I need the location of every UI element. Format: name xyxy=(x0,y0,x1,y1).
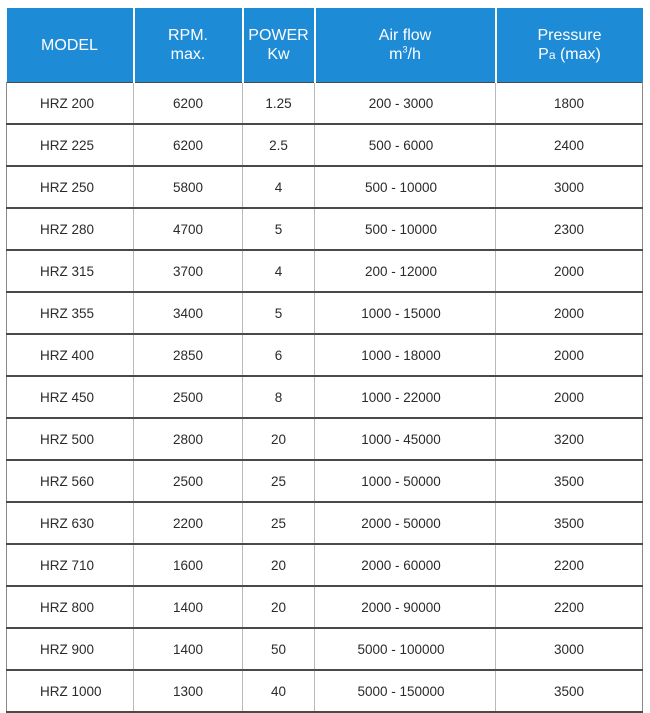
header-model xyxy=(7,8,134,83)
pressure-unit-a: a xyxy=(548,47,556,62)
header-airflow xyxy=(315,8,496,83)
cell-airflow: 2000 - 60000 xyxy=(315,544,496,586)
cell-pressure: 3200 xyxy=(496,418,643,460)
cell-rpm: 2500 xyxy=(134,376,243,418)
header-rpm-line1: RPM. xyxy=(168,27,208,44)
table-row xyxy=(7,628,643,670)
header-airflow-unit xyxy=(316,45,495,64)
cell-airflow: 500 - 6000 xyxy=(315,124,496,166)
cell-rpm: 4700 xyxy=(134,208,243,250)
pressure-unit-max: (max) xyxy=(555,45,601,63)
header-pressure-unit xyxy=(497,45,643,65)
cell-power: 20 xyxy=(243,544,315,586)
cell-power: 2.5 xyxy=(243,124,315,166)
airflow-unit-m: m xyxy=(389,46,403,63)
fan-spec-table xyxy=(6,8,643,713)
cell-rpm: 1400 xyxy=(134,628,243,670)
header-pressure-line1: Pressure xyxy=(537,26,602,44)
table-row xyxy=(7,292,643,334)
header-power xyxy=(243,8,315,83)
table-row xyxy=(7,586,643,628)
cell-airflow: 200 - 12000 xyxy=(315,250,496,292)
cell-airflow: 5000 - 150000 xyxy=(315,670,496,712)
airflow-unit-per-hour: /h xyxy=(407,46,421,63)
cell-model: HRZ 500 xyxy=(7,418,134,460)
cell-airflow: 500 - 10000 xyxy=(315,208,496,250)
table-row xyxy=(7,418,643,460)
cell-model: HRZ 355 xyxy=(7,292,134,334)
cell-power: 4 xyxy=(243,250,315,292)
cell-power: 8 xyxy=(243,376,315,418)
cell-model: HRZ 710 xyxy=(7,544,134,586)
cell-airflow: 1000 - 50000 xyxy=(315,460,496,502)
cell-pressure: 2000 xyxy=(496,250,643,292)
airflow-unit-exponent: 3 xyxy=(402,44,408,55)
table-row xyxy=(7,544,643,586)
cell-pressure: 2000 xyxy=(496,376,643,418)
cell-power: 20 xyxy=(243,418,315,460)
table-header xyxy=(7,8,643,83)
header-power-line2: Kw xyxy=(267,46,290,63)
cell-pressure: 3000 xyxy=(496,166,643,208)
cell-rpm: 1300 xyxy=(134,670,243,712)
cell-pressure: 2000 xyxy=(496,334,643,376)
table-row xyxy=(7,208,643,250)
cell-pressure: 2400 xyxy=(496,124,643,166)
table-row xyxy=(7,124,643,166)
cell-rpm: 2800 xyxy=(134,418,243,460)
cell-power: 5 xyxy=(243,208,315,250)
cell-rpm: 2500 xyxy=(134,460,243,502)
cell-airflow: 5000 - 100000 xyxy=(315,628,496,670)
table-row xyxy=(7,670,643,712)
cell-model: HRZ 450 xyxy=(7,376,134,418)
cell-rpm: 1400 xyxy=(134,586,243,628)
cell-rpm: 2200 xyxy=(134,502,243,544)
cell-model: HRZ 800 xyxy=(7,586,134,628)
table-row xyxy=(7,460,643,502)
header-rpm-line2: max. xyxy=(170,46,206,63)
table-body xyxy=(7,83,643,713)
cell-pressure: 2200 xyxy=(496,586,643,628)
table-row xyxy=(7,83,643,125)
cell-pressure: 1800 xyxy=(496,83,643,125)
cell-rpm: 3700 xyxy=(134,250,243,292)
cell-power: 5 xyxy=(243,292,315,334)
cell-power: 25 xyxy=(243,460,315,502)
cell-airflow: 1000 - 45000 xyxy=(315,418,496,460)
cell-airflow: 500 - 10000 xyxy=(315,166,496,208)
cell-pressure: 2300 xyxy=(496,208,643,250)
cell-power: 4 xyxy=(243,166,315,208)
cell-airflow: 1000 - 15000 xyxy=(315,292,496,334)
cell-airflow: 2000 - 90000 xyxy=(315,586,496,628)
cell-airflow: 1000 - 22000 xyxy=(315,376,496,418)
table-row xyxy=(7,166,643,208)
cell-power: 20 xyxy=(243,586,315,628)
cell-pressure: 3500 xyxy=(496,502,643,544)
spec-table-container xyxy=(6,8,642,713)
cell-model: HRZ 315 xyxy=(7,250,134,292)
header-power-line1: POWER xyxy=(248,27,309,44)
table-row xyxy=(7,502,643,544)
cell-power: 25 xyxy=(243,502,315,544)
cell-power: 1.25 xyxy=(243,83,315,125)
cell-power: 6 xyxy=(243,334,315,376)
header-pressure xyxy=(496,8,643,83)
header-row xyxy=(7,8,643,83)
cell-model: HRZ 200 xyxy=(7,83,134,125)
cell-rpm: 3400 xyxy=(134,292,243,334)
cell-model: HRZ 225 xyxy=(7,124,134,166)
cell-model: HRZ 630 xyxy=(7,502,134,544)
cell-pressure: 2000 xyxy=(496,292,643,334)
cell-model: HRZ 1000 xyxy=(7,670,134,712)
cell-model: HRZ 280 xyxy=(7,208,134,250)
cell-pressure: 3500 xyxy=(496,670,643,712)
cell-rpm: 5800 xyxy=(134,166,243,208)
cell-model: HRZ 560 xyxy=(7,460,134,502)
cell-pressure: 3000 xyxy=(496,628,643,670)
cell-rpm: 6200 xyxy=(134,124,243,166)
cell-airflow: 200 - 3000 xyxy=(315,83,496,125)
cell-airflow: 1000 - 18000 xyxy=(315,334,496,376)
header-model-label: MODEL xyxy=(41,36,98,54)
table-row xyxy=(7,376,643,418)
table-row xyxy=(7,334,643,376)
cell-power: 50 xyxy=(243,628,315,670)
cell-power: 40 xyxy=(243,670,315,712)
cell-pressure: 3500 xyxy=(496,460,643,502)
cell-pressure: 2200 xyxy=(496,544,643,586)
cell-model: HRZ 900 xyxy=(7,628,134,670)
header-airflow-line1: Air flow xyxy=(378,27,432,44)
cell-model: HRZ 250 xyxy=(7,166,134,208)
cell-airflow: 2000 - 50000 xyxy=(315,502,496,544)
cell-rpm: 6200 xyxy=(134,83,243,125)
header-rpm xyxy=(134,8,243,83)
table-row xyxy=(7,250,643,292)
cell-model: HRZ 400 xyxy=(7,334,134,376)
cell-rpm: 1600 xyxy=(134,544,243,586)
cell-rpm: 2850 xyxy=(134,334,243,376)
pressure-unit-p: P xyxy=(538,45,549,63)
